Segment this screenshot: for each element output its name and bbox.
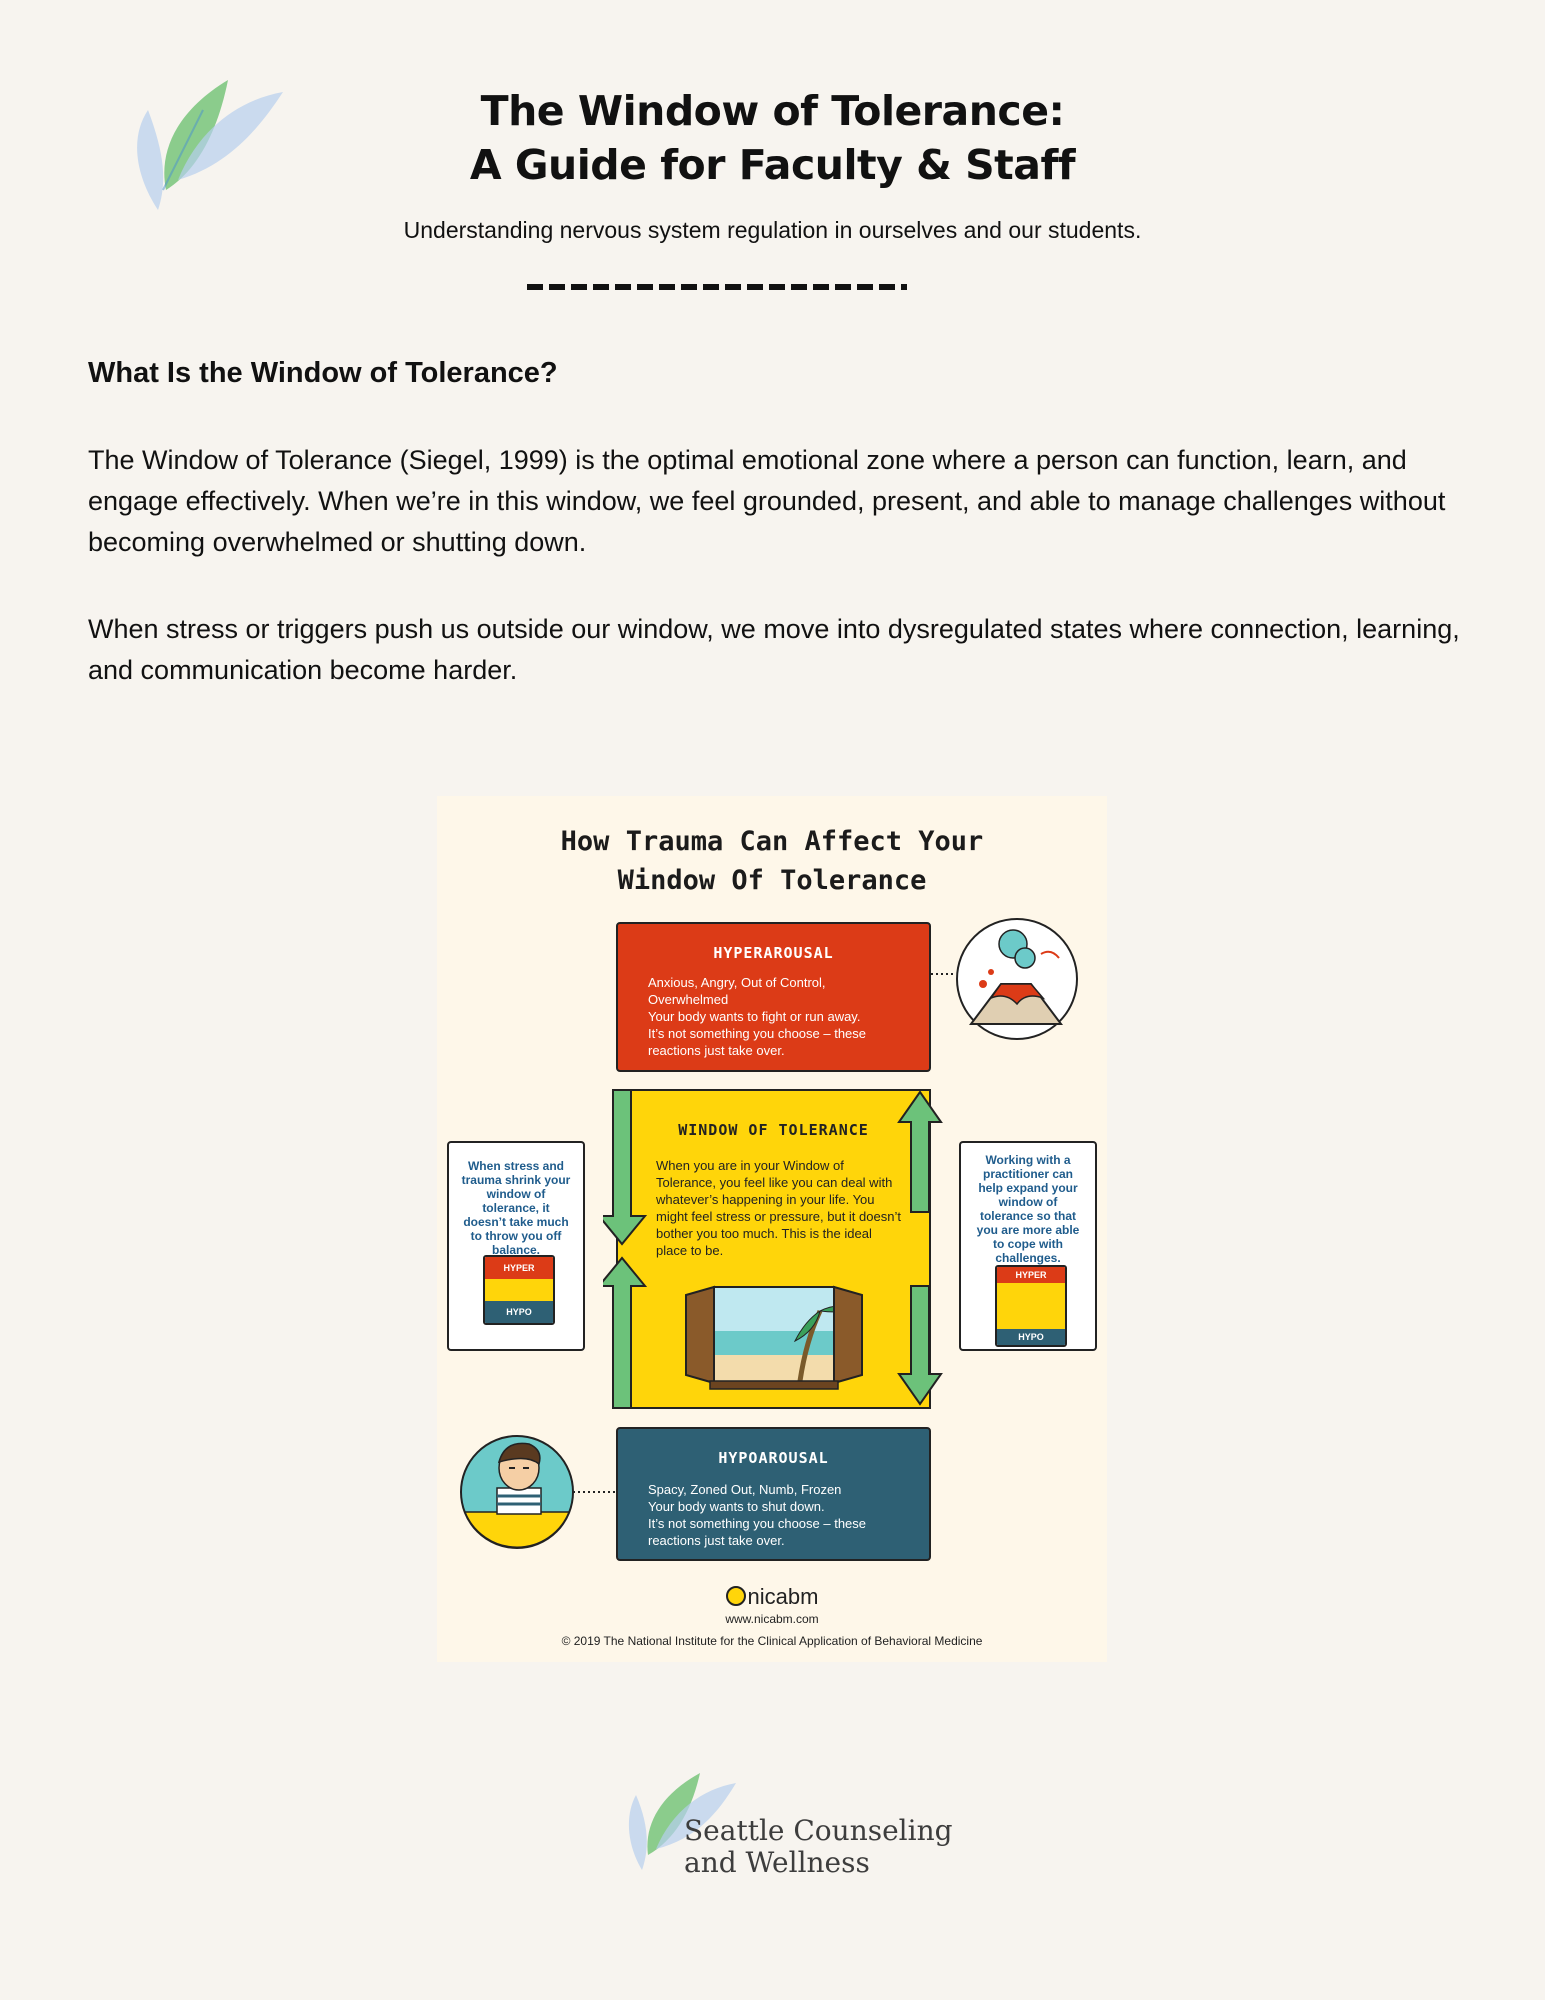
infographic-title-line-2: Window Of Tolerance bbox=[617, 865, 927, 896]
window-of-tolerance-infographic bbox=[437, 796, 1107, 1662]
page-subtitle: Understanding nervous system regulation in ourselves and our students. bbox=[403, 217, 1142, 243]
hypoarousal-text: Spacy, Zoned Out, Numb, Frozen Your body wants to shut down. It’s not something you choose – these reactions just take over. bbox=[648, 1482, 867, 1548]
left-callout-text: When stress and trauma shrink your window of tolerance, it doesn’t take much to throw you off balance. bbox=[461, 1159, 571, 1257]
section-heading: What Is the Window of Tolerance? bbox=[88, 357, 558, 389]
nicabm-bulb-icon bbox=[726, 1586, 746, 1606]
hypoarousal-box bbox=[616, 1427, 931, 1561]
hypoarousal-heading: HYPOAROUSAL bbox=[718, 1449, 829, 1467]
arrow-set-icon bbox=[603, 1086, 948, 1412]
zoned-out-person-icon bbox=[457, 1432, 622, 1552]
intro-paragraph: The Window of Tolerance (Siegel, 1999) is the optimal emotional zone where a person can function, learn, and engage effectively. When we’re in this window, we feel grounded, present, and able to manage challenges without becoming overwhelmed or shutting down. bbox=[88, 445, 1446, 557]
window-text: When you are in your Window of Tolerance, you feel like you can deal with whatever’s happening in your life. You might feel stress or pressure, but it doesn’t bother you too much. This is the ideal place to be. bbox=[656, 1158, 901, 1258]
title-line-1: The Window of Tolerance: bbox=[480, 87, 1065, 135]
footer-org-line-1: Seattle Counseling bbox=[684, 1814, 953, 1847]
volcano-icon bbox=[931, 914, 1081, 1044]
mini-hypo-label: HYPO bbox=[485, 1301, 553, 1323]
right-callout-text: Working with a practitioner can help expand your window of tolerance so that you are more able to cope with challenges. bbox=[976, 1153, 1080, 1265]
mini-hypo-label-right: HYPO bbox=[997, 1329, 1065, 1345]
window-heading: WINDOW OF TOLERANCE bbox=[678, 1121, 869, 1139]
hyperarousal-heading: HYPERAROUSAL bbox=[713, 944, 834, 962]
nicabm-url: www.nicabm.com bbox=[725, 1612, 819, 1626]
hyperarousal-text: Anxious, Angry, Out of Control, Overwhelmed Your body wants to fight or run away. It’s not something you choose – these reactions just take over. bbox=[648, 975, 867, 1058]
shrunk-window-mini-icon bbox=[483, 1255, 555, 1325]
infographic-title bbox=[437, 822, 1107, 900]
expanded-window-mini-icon bbox=[995, 1265, 1067, 1347]
dysregulation-paragraph: When stress or triggers push us outside our window, we move into dysregulated states where connection, learning, and communication become harder. bbox=[88, 614, 1460, 685]
hyperarousal-box bbox=[616, 922, 931, 1072]
infographic-copyright: © 2019 The National Institute for the Clinical Application of Behavioral Medicine bbox=[561, 1634, 983, 1648]
page-title bbox=[0, 84, 1545, 192]
footer-org-line-2: and Wellness bbox=[684, 1846, 870, 1879]
nicabm-logo bbox=[437, 1584, 1107, 1610]
right-callout bbox=[959, 1141, 1097, 1351]
title-line-2: A Guide for Faculty & Staff bbox=[469, 141, 1076, 189]
mini-hyper-label-right: HYPER bbox=[997, 1267, 1065, 1283]
nicabm-logo-text: nicabm bbox=[747, 1584, 819, 1609]
infographic-title-line-1: How Trauma Can Affect Your bbox=[560, 826, 984, 857]
footer-org-name bbox=[684, 1815, 953, 1879]
left-callout bbox=[447, 1141, 585, 1351]
mini-hyper-label: HYPER bbox=[485, 1257, 553, 1279]
dashed-divider bbox=[527, 284, 907, 292]
